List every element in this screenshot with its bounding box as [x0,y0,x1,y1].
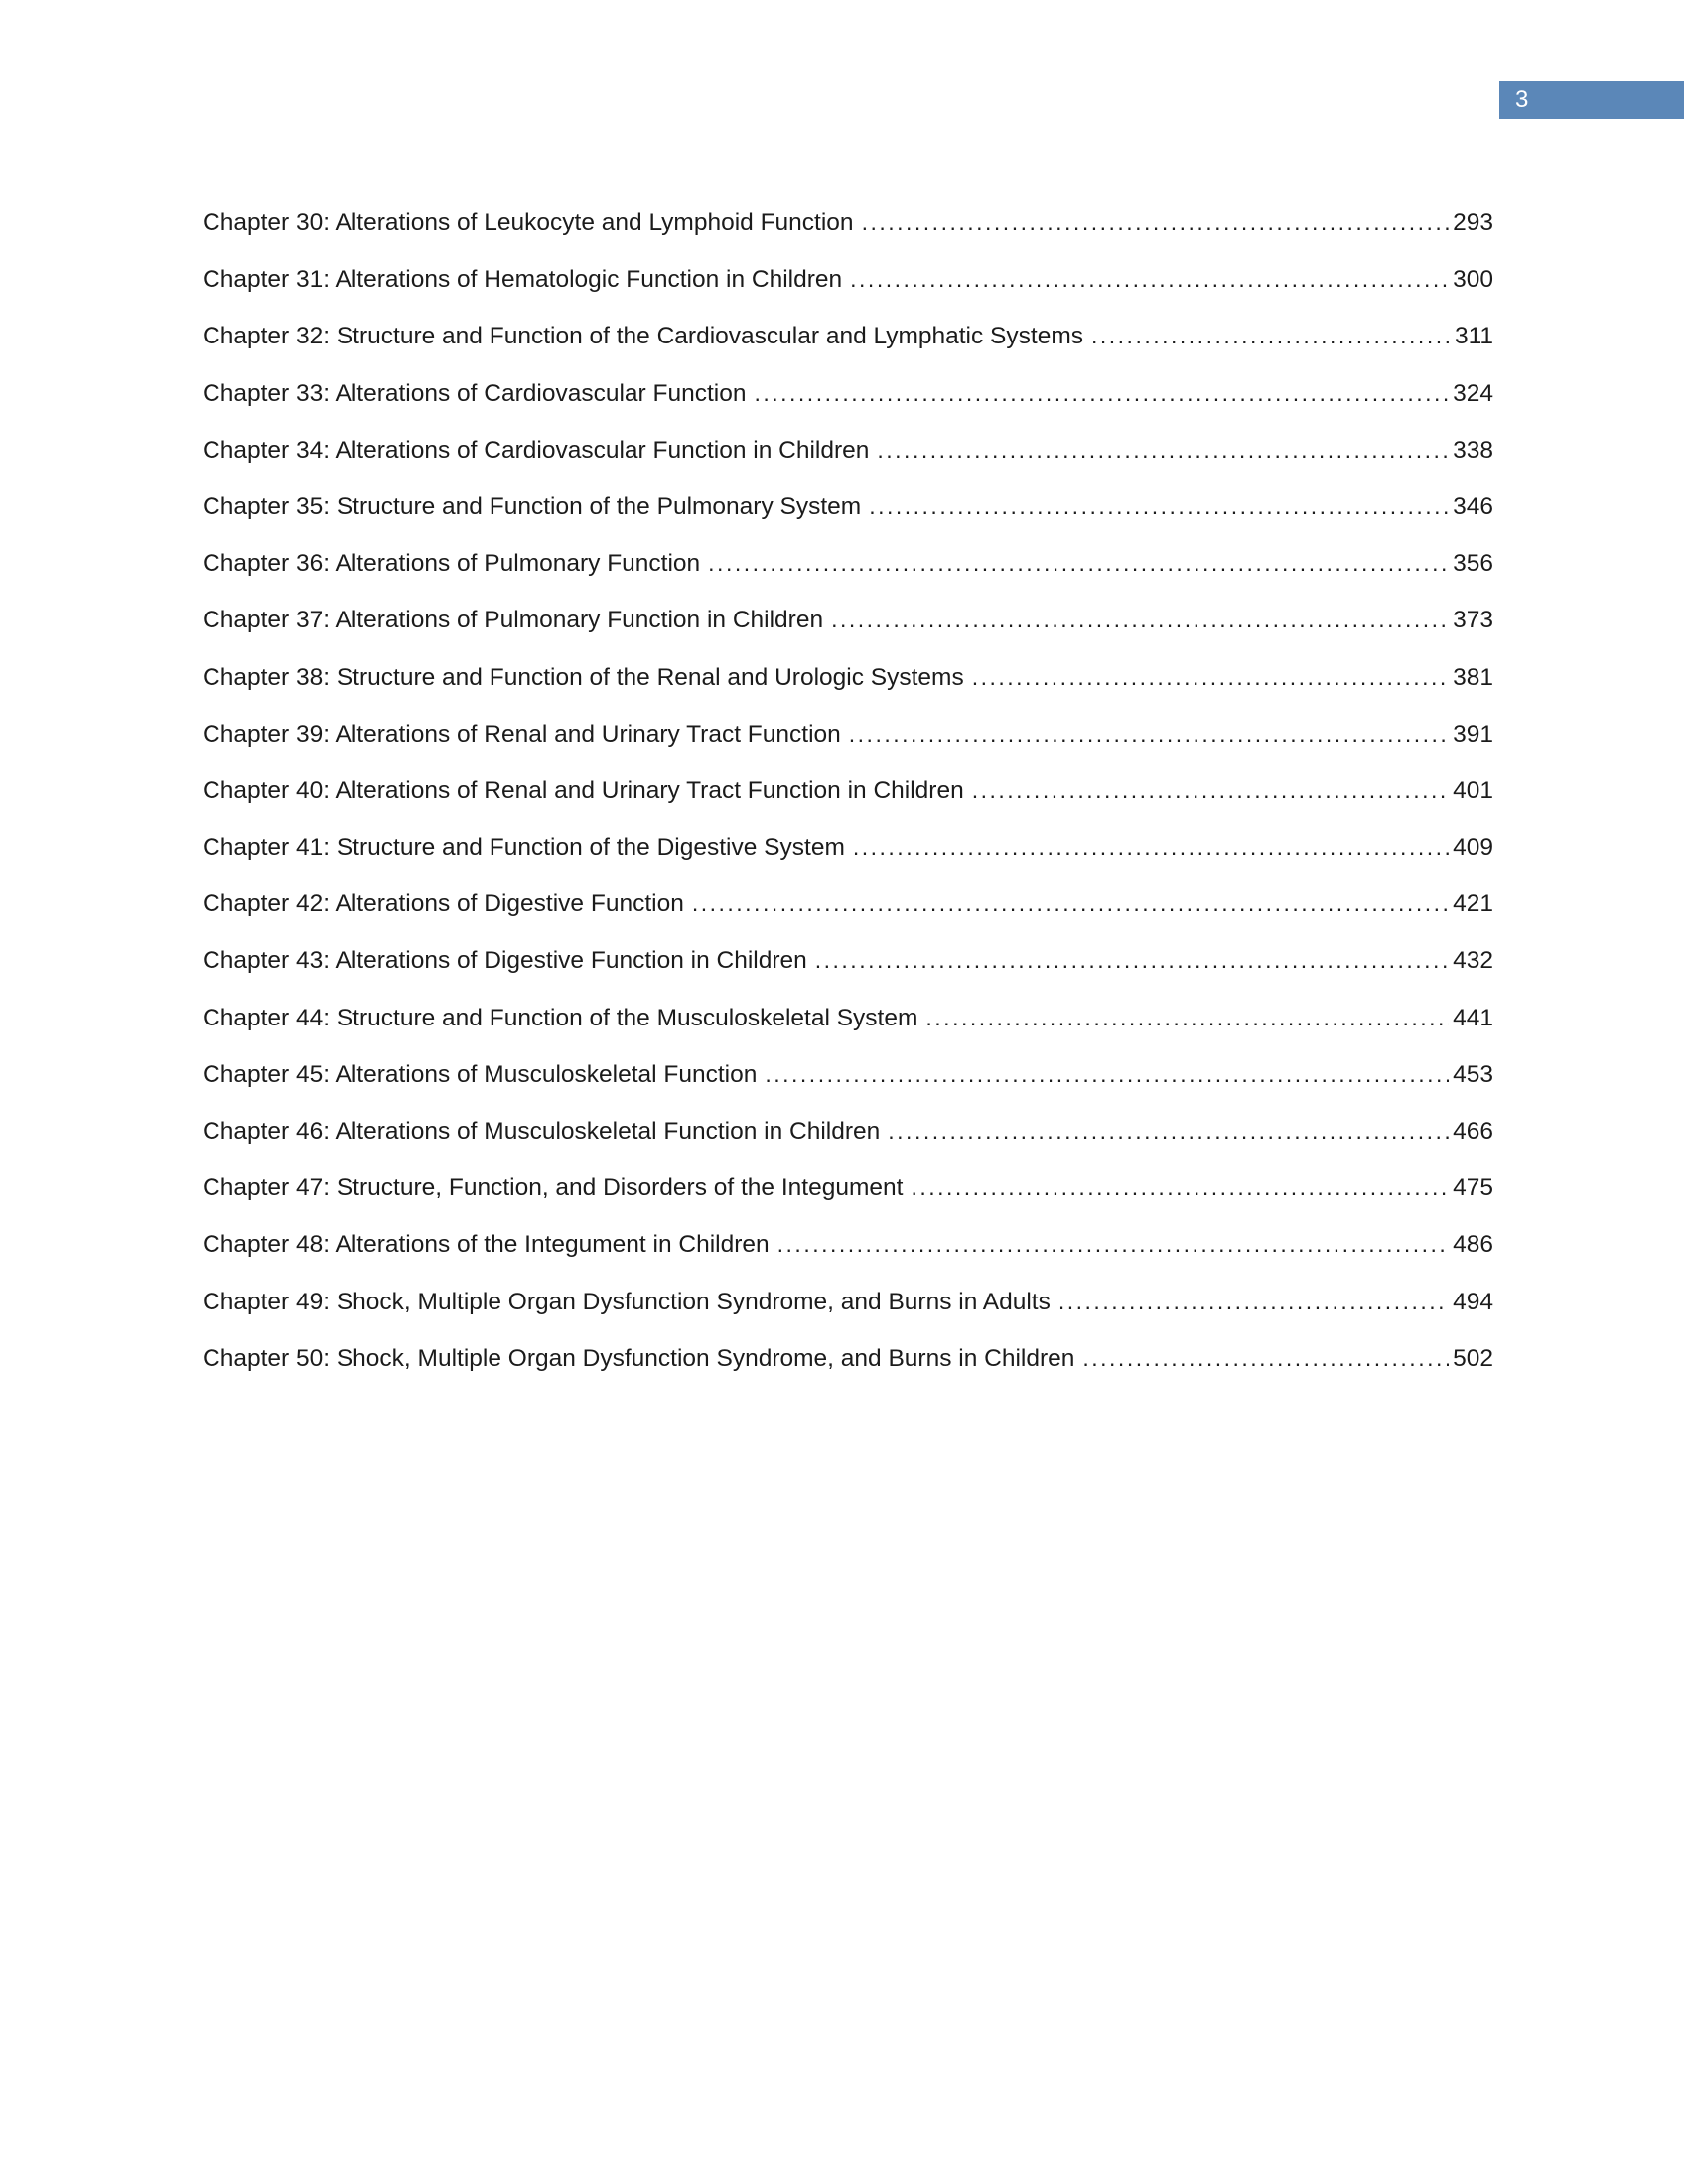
toc-entry [203,251,1493,308]
toc-entry-title: Chapter 37: Alterations of Pulmonary Function in Children [203,607,824,634]
toc-dot-leader [869,478,1449,535]
toc-dot-leader [888,1103,1449,1160]
toc-dot-leader [877,422,1449,478]
toc-entry-page: 475 [1453,1174,1493,1202]
toc-dot-leader [708,535,1449,592]
toc-dot-leader [862,195,1450,251]
toc-entry-page: 381 [1453,663,1493,691]
toc-entry-title: Chapter 39: Alterations of Renal and Urinary Tract Function [203,720,841,748]
toc-entry-page: 453 [1453,1060,1493,1088]
toc-entry [203,1103,1493,1160]
toc-entry [203,422,1493,478]
toc-entry-title: Chapter 34: Alterations of Cardiovascular Function in Children [203,436,870,464]
toc-entry-page: 401 [1453,776,1493,804]
toc-entry-page: 409 [1453,834,1493,862]
toc-dot-leader [849,706,1449,762]
toc-dot-leader [850,251,1449,308]
toc-entry-title: Chapter 50: Shock, Multiple Organ Dysfunction Syndrome, and Burns in Children [203,1344,1075,1372]
toc-entry-title: Chapter 47: Structure, Function, and Disorders of the Integument [203,1174,904,1202]
toc-entry-title: Chapter 36: Alterations of Pulmonary Function [203,550,701,578]
toc-entry-page: 391 [1453,720,1493,748]
toc-dot-leader [1058,1274,1449,1330]
toc-entry-title: Chapter 44: Structure and Function of the Musculoskeletal System [203,1004,918,1031]
toc-dot-leader [925,990,1449,1046]
toc-entry-title: Chapter 46: Alterations of Musculoskeletal Function in Children [203,1118,881,1145]
toc-entry [203,1046,1493,1103]
toc-entry-title: Chapter 41: Structure and Function of the Digestive System [203,834,845,862]
page-number-badge: 3 [1499,81,1684,119]
toc-entry-page: 311 [1454,323,1493,350]
toc-entry [203,478,1493,535]
toc-list [203,195,1493,1387]
toc-entry [203,819,1493,876]
toc-entry-title: Chapter 31: Alterations of Hematologic Function in Children [203,266,843,294]
toc-dot-leader [1082,1330,1449,1387]
toc-entry-page: 494 [1453,1288,1493,1315]
toc-entry [203,1330,1493,1387]
toc-entry-title: Chapter 30: Alterations of Leukocyte and Lymphoid Function [203,209,854,236]
toc-entry-page: 293 [1453,209,1493,236]
toc-entry-page: 486 [1453,1231,1493,1259]
toc-entry-page: 373 [1453,607,1493,634]
toc-entry-title: Chapter 32: Structure and Function of the Cardiovascular and Lymphatic Systems [203,323,1083,350]
toc-entry-page: 502 [1453,1344,1493,1372]
toc-entry-title: Chapter 43: Alterations of Digestive Function in Children [203,947,807,975]
toc-entry-page: 421 [1453,890,1493,918]
toc-entry-title: Chapter 49: Shock, Multiple Organ Dysfunction Syndrome, and Burns in Adults [203,1288,1051,1315]
toc-entry [203,365,1493,422]
toc-dot-leader [777,1216,1449,1273]
toc-dot-leader [754,365,1449,422]
toc-entry [203,706,1493,762]
toc-entry [203,990,1493,1046]
toc-dot-leader [972,762,1449,819]
toc-entry [203,876,1493,932]
toc-entry-page: 324 [1453,379,1493,407]
toc-entry-page: 441 [1453,1004,1493,1031]
toc-dot-leader [831,592,1449,648]
toc-entry-page: 346 [1453,492,1493,520]
toc-entry-page: 300 [1453,266,1493,294]
toc-entry-title: Chapter 48: Alterations of the Integument in Children [203,1231,770,1259]
toc-entry [203,195,1493,251]
toc-entry [203,762,1493,819]
toc-entry-title: Chapter 40: Alterations of Renal and Urinary Tract Function in Children [203,776,964,804]
toc-entry-title: Chapter 45: Alterations of Musculoskeletal Function [203,1060,758,1088]
toc-entry [203,1274,1493,1330]
toc-dot-leader [765,1046,1449,1103]
toc-dot-leader [853,819,1449,876]
toc-entry [203,932,1493,989]
toc-entry-title: Chapter 38: Structure and Function of the Renal and Urologic Systems [203,663,964,691]
toc-dot-leader [972,649,1449,706]
toc-entry [203,1160,1493,1216]
toc-entry-title: Chapter 42: Alterations of Digestive Function [203,890,684,918]
toc-entry [203,649,1493,706]
toc-entry [203,308,1493,364]
toc-dot-leader [1091,308,1451,364]
toc-entry [203,535,1493,592]
toc-dot-leader [692,876,1449,932]
toc-entry-page: 356 [1453,550,1493,578]
toc-entry-title: Chapter 33: Alterations of Cardiovascular Function [203,379,747,407]
toc-dot-leader [911,1160,1449,1216]
toc-entry [203,1216,1493,1273]
toc-entry-page: 432 [1453,947,1493,975]
toc-entry-title: Chapter 35: Structure and Function of the Pulmonary System [203,492,862,520]
toc-dot-leader [815,932,1449,989]
toc-entry-page: 338 [1453,436,1493,464]
toc-entry-page: 466 [1453,1118,1493,1145]
toc-entry [203,592,1493,648]
